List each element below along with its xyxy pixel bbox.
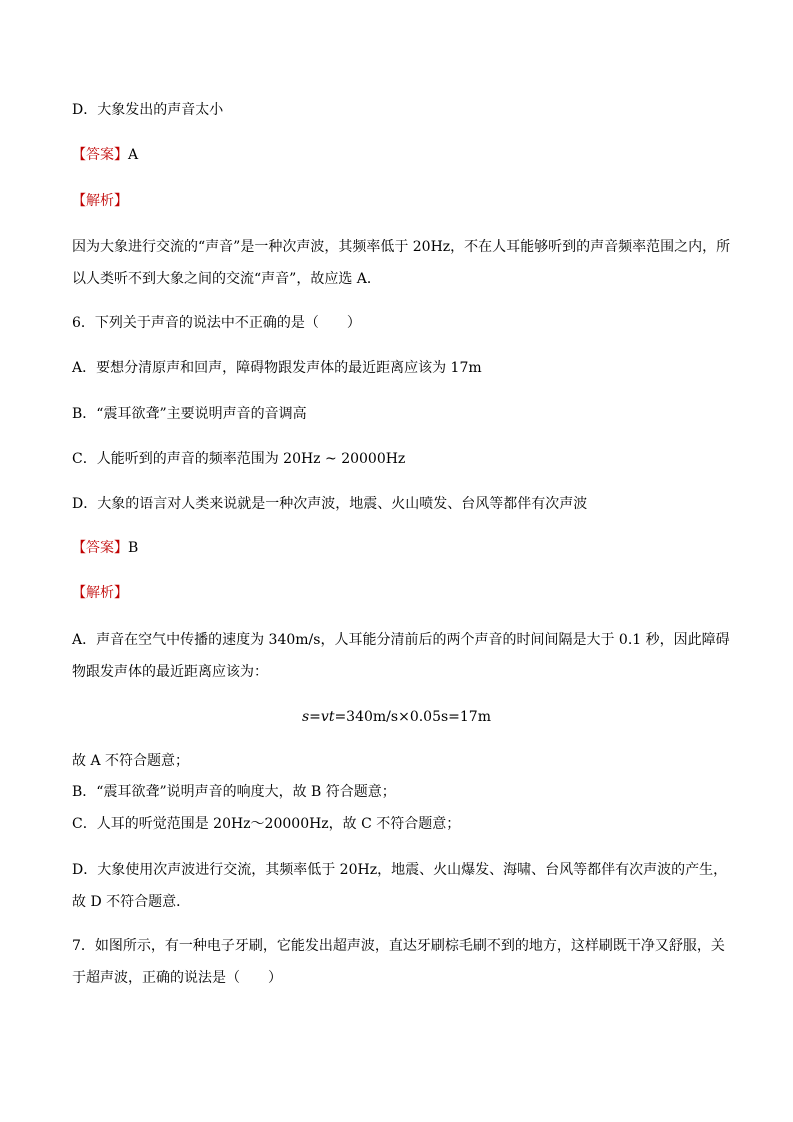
q6-analysis-a-line-2: 物跟发声体的最近距离应该为： [72, 664, 268, 680]
q6-formula [0, 707, 793, 727]
q6-option-b: B．“震耳欲聋”主要说明声音的音调高 [72, 406, 307, 422]
formula-s: s [301, 709, 310, 725]
q6-analysis-d [72, 860, 728, 912]
q6-option-a: A．要想分清原声和回声，障碍物跟发声体的最近距离应该为 17m [72, 360, 482, 376]
q6-analysis-tag: 【解析】 [72, 585, 128, 601]
q6-analysis-b: B．“震耳欲聋”说明声音的响度大，故 B 符合题意； [72, 784, 396, 800]
q6-analysis-a-conclusion: 故 A 不符合题意； [72, 753, 190, 769]
q7-stem-line-2: 于超声波，正确的说法是（ ） [72, 970, 282, 986]
q5-analysis-line-1: 因为大象进行交流的“声音”是一种次声波，其频率低于 20Hz，不在人耳能够听到的声音频率范围之内，所 [72, 239, 731, 255]
q6-analysis-c: C．人耳的听觉范围是 20Hz～20000Hz，故 C 不符合题意； [72, 816, 461, 832]
q6-analysis-a-line-1: A．声音在空气中传播的速度为 340m/s，人耳能分清前后的两个声音的时间间隔是大于 0.1 秒，因此障碍 [72, 632, 730, 648]
q6-option-c: C．人能听到的声音的频率范围为 20Hz ~ 20000Hz [72, 451, 406, 467]
q6-analysis-d-line-2: 故 D 不符合题意． [72, 894, 191, 910]
q6-option-d: D．大象的语言对人类来说就是一种次声波，地震、火山喷发、台风等都伴有次声波 [72, 496, 588, 512]
q7-stem [72, 936, 724, 988]
q7-stem-line-1: 7．如图所示，有一种电子牙刷，它能发出超声波，直达牙刷棕毛刷不到的地方，这样刷既干净又舒服，关 [72, 938, 725, 954]
q6-analysis-a [72, 630, 730, 682]
q5-analysis-line-2: 以人类听不到大象之间的交流“声音”，故应选 A． [72, 271, 381, 287]
answer-value: A [128, 147, 139, 163]
q5-analysis-tag: 【解析】 [72, 193, 128, 209]
q5-option-d: D．大象发出的声音太小 [72, 102, 224, 118]
q6-stem: 6．下列关于声音的说法中不正确的是（ ） [72, 315, 361, 331]
formula-rest: =340m/s×0.05s=17m [334, 709, 491, 725]
q5-answer [72, 145, 138, 165]
q6-answer [72, 538, 138, 558]
answer-tag: 【答案】 [72, 540, 128, 556]
answer-tag: 【答案】 [72, 147, 128, 163]
formula-vt: vt [320, 709, 335, 725]
answer-value: B [128, 540, 139, 556]
q5-analysis-text [72, 237, 731, 289]
formula-eq: = [309, 709, 321, 725]
q6-analysis-d-line-1: D．大象使用次声波进行交流，其频率低于 20Hz，地震、火山爆发、海啸、台风等都伴有次声波的产生， [72, 862, 728, 878]
